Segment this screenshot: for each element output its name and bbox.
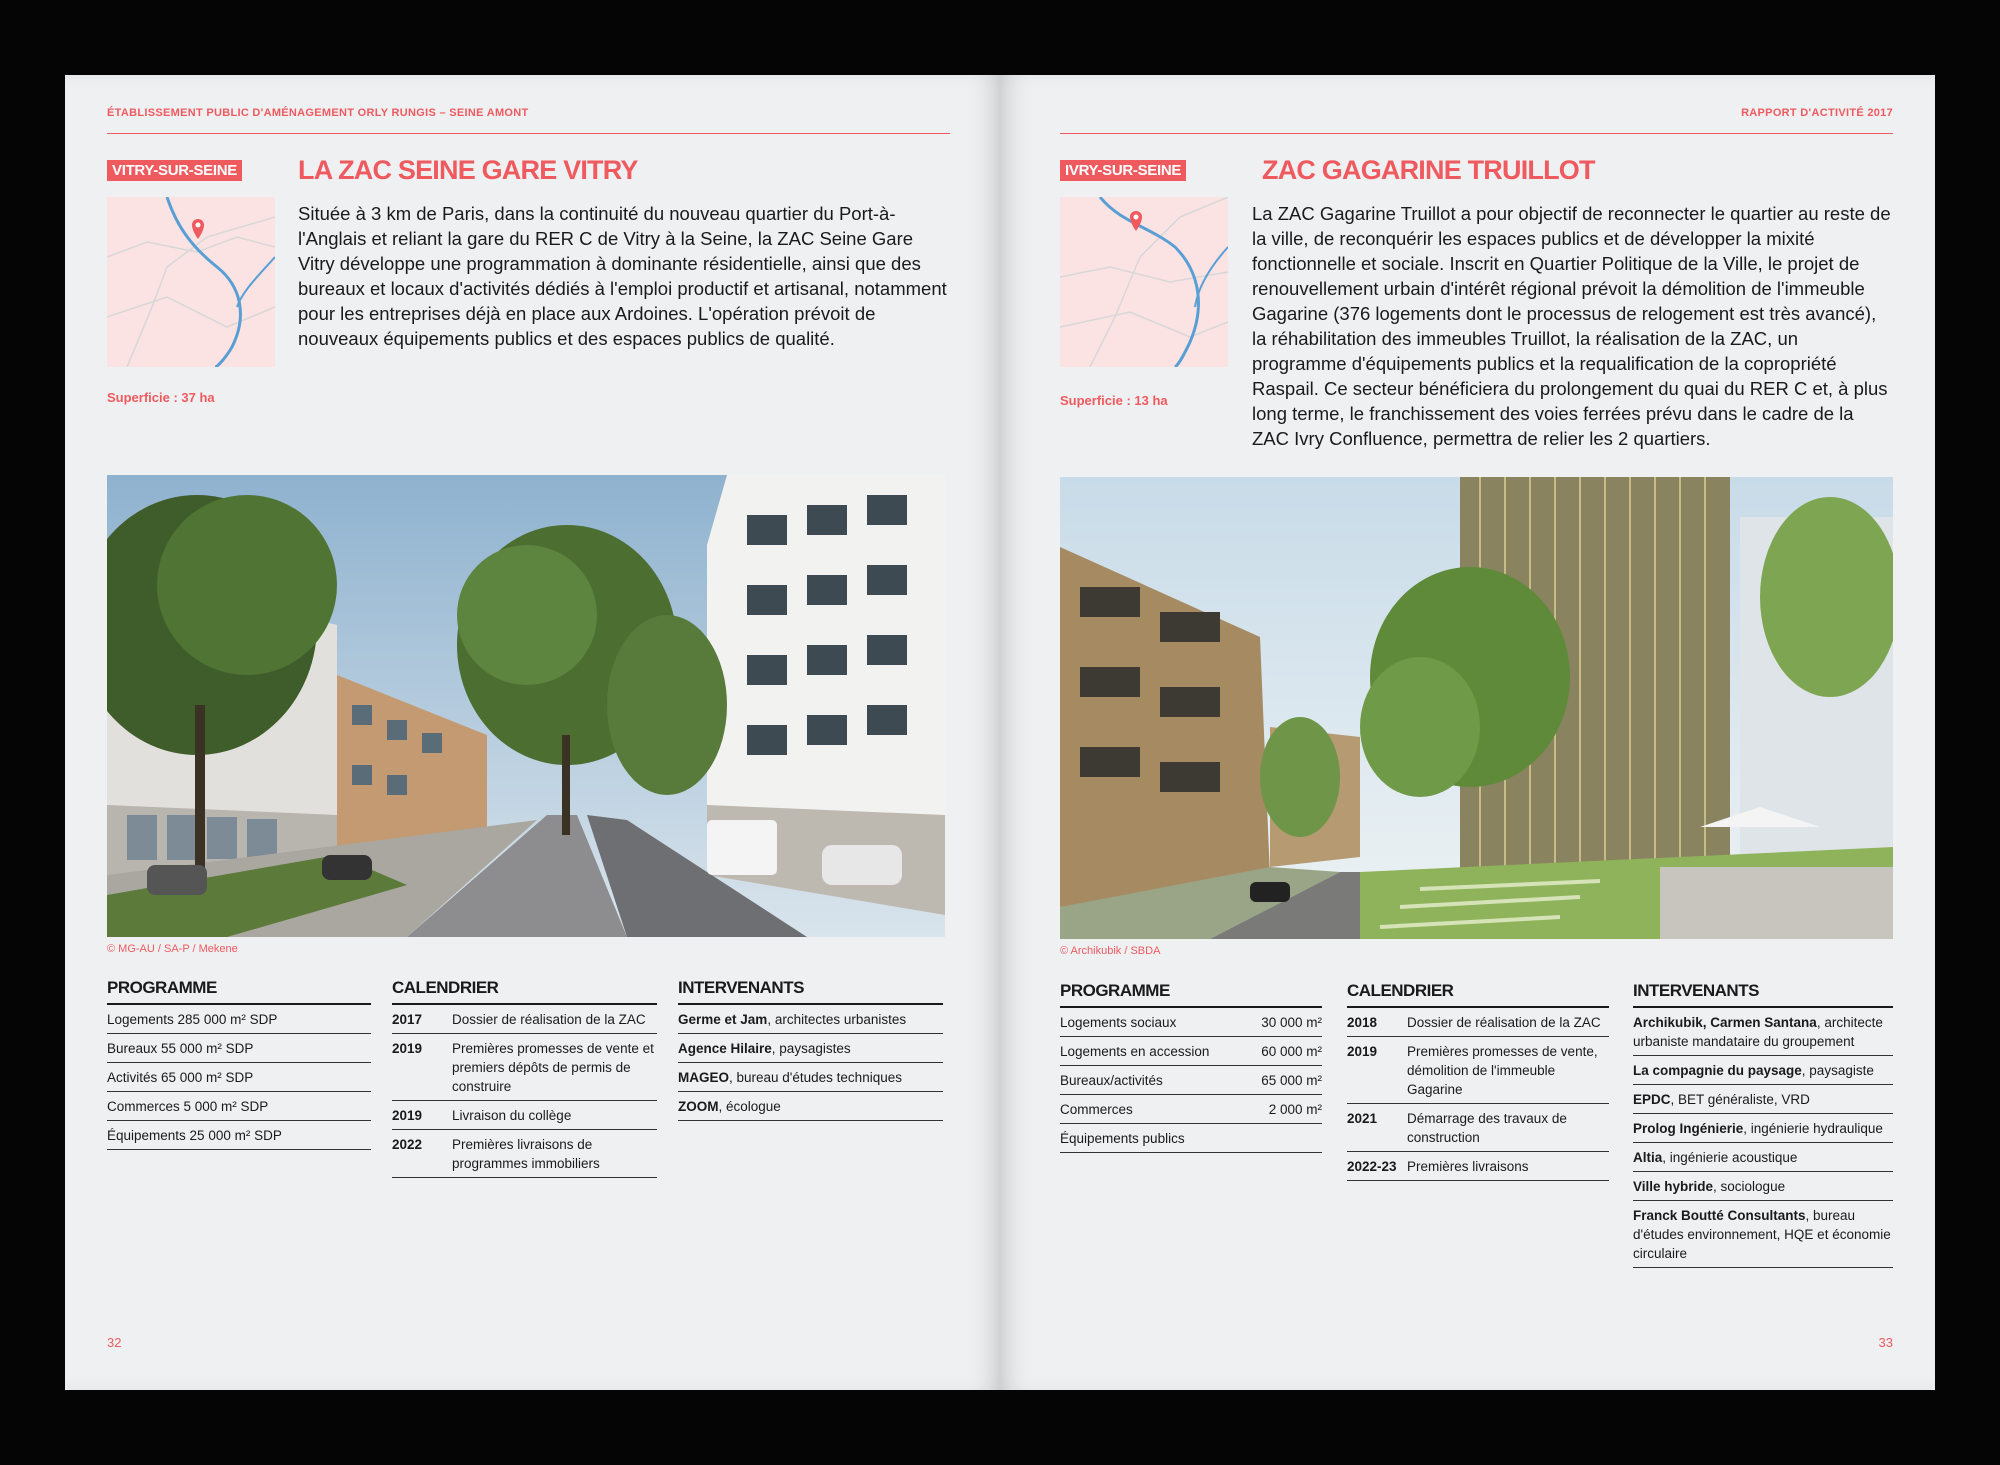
running-head-left: ÉTABLISSEMENT PUBLIC D'AMÉNAGEMENT ORLY RUNGIS – SEINE AMONT xyxy=(107,107,529,119)
table-row: Logements sociaux 30 000 m² xyxy=(1060,1008,1322,1037)
table-row: Logements 285 000 m² SDP xyxy=(107,1005,371,1034)
photo-credit: © MG-AU / SA-P / Mekene xyxy=(107,943,238,955)
calendrier-column xyxy=(392,978,657,1178)
table-row: Activités 65 000 m² SDP xyxy=(107,1063,371,1092)
rendering-image-gagarine xyxy=(1060,477,1893,939)
left-page xyxy=(65,75,1000,1390)
table-row: 2019 Premières promesses de vente, démolition de l'immeuble Gagarine xyxy=(1347,1037,1609,1104)
table-row: 2022 Premières livraisons de programmes immobiliers xyxy=(392,1130,657,1178)
table-row: Bureaux 55 000 m² SDP xyxy=(107,1034,371,1063)
table-row: EPDC, BET généraliste, VRD xyxy=(1633,1085,1893,1114)
table-row: Franck Boutté Consultants, bureau d'études environnement, HQE et économie circulaire xyxy=(1633,1201,1893,1268)
intervenants-heading: INTERVENANTS xyxy=(678,978,943,1005)
running-head-right: RAPPORT D'ACTIVITÉ 2017 xyxy=(1741,107,1893,119)
right-page xyxy=(1000,75,1935,1390)
table-row: 2018 Dossier de réalisation de la ZAC xyxy=(1347,1008,1609,1037)
programme-heading: PROGRAMME xyxy=(1060,981,1322,1008)
table-row: Bureaux/activités 65 000 m² xyxy=(1060,1066,1322,1095)
table-row: 2019 Premières promesses de vente et premiers dépôts de permis de construire xyxy=(392,1034,657,1101)
area-label: Superficie : 37 ha xyxy=(107,390,215,405)
table-row: 2022-23 Premières livraisons xyxy=(1347,1152,1609,1181)
calendrier-column xyxy=(1347,981,1609,1181)
table-row: Logements en accession 60 000 m² xyxy=(1060,1037,1322,1066)
table-row: Altia, ingénierie acoustique xyxy=(1633,1143,1893,1172)
table-row: Ville hybride, sociologue xyxy=(1633,1172,1893,1201)
rendering-image-vitry xyxy=(107,475,945,937)
page-number-left: 32 xyxy=(107,1335,122,1350)
place-tag-ivry: IVRY-SUR-SEINE xyxy=(1060,160,1186,181)
programme-column xyxy=(107,978,371,1150)
table-row: Germe et Jam, architectes urbanistes xyxy=(678,1005,943,1034)
intro-text: La ZAC Gagarine Truillot a pour objectif de reconnecter le quartier au reste de la ville, de reconquérir les espaces publics et de développer la mixité fonctionnelle et sociale. Inscrit en Quartier Politique de la Ville, le projet de renouvellement urbain d'intérêt régional prévoit la démolition de l'immeuble Gagarine (376 logements dont le processus de relogement est très avancé), la réhabilitation des immeubles Truillot, la réalisation de la ZAC, un programme d'équipements publics et la requalification de la copropriété Raspail. Ce secteur bénéficiera du prolongement du quai du RER C et, à plus long terme, le franchissement des voies ferrées prévu dans le cadre de la ZAC Ivry Confluence, permettra de relier les 2 quartiers. xyxy=(1252,203,1891,449)
table-row: Équipements 25 000 m² SDP xyxy=(107,1121,371,1150)
table-row: ZOOM, écologue xyxy=(678,1092,943,1121)
intro-text: Située à 3 km de Paris, dans la continuité du nouveau quartier du Port-à-l'Anglais et reliant la gare du RER C de Vitry à la Seine, la ZAC Seine Gare Vitry développe une programmation à dominante résidentielle, ainsi que des bureaux et locaux d'activités dédiés à l'emploi productif et artisanal, notamment pour les entreprises déjà en place aux Ardoines. L'opération prévoit de nouveaux équipements publics et des espaces publics de qualité. xyxy=(298,203,947,349)
page-number-right: 33 xyxy=(1878,1335,1893,1350)
page-title: LA ZAC SEINE GARE VITRY xyxy=(298,155,638,185)
photo-credit: © Archikubik / SBDA xyxy=(1060,945,1161,957)
intervenants-column xyxy=(1633,981,1893,1268)
header-rule xyxy=(1060,133,1893,134)
programme-column xyxy=(1060,981,1322,1153)
calendrier-heading: CALENDRIER xyxy=(392,978,657,1005)
table-row: Agence Hilaire, paysagistes xyxy=(678,1034,943,1063)
calendrier-heading: CALENDRIER xyxy=(1347,981,1609,1008)
table-row: Équipements publics xyxy=(1060,1124,1322,1153)
place-tag-vitry: VITRY-SUR-SEINE xyxy=(107,160,242,181)
table-row: 2021 Démarrage des travaux de construction xyxy=(1347,1104,1609,1152)
table-row: MAGEO, bureau d'études techniques xyxy=(678,1063,943,1092)
table-row: Commerces 5 000 m² SDP xyxy=(107,1092,371,1121)
header-rule xyxy=(107,133,950,134)
table-row: Archikubik, Carmen Santana, architecte urbaniste mandataire du groupement xyxy=(1633,1008,1893,1056)
area-label: Superficie : 13 ha xyxy=(1060,393,1168,408)
table-row: 2017 Dossier de réalisation de la ZAC xyxy=(392,1005,657,1034)
location-map-ivry xyxy=(1060,197,1228,367)
table-row: 2019 Livraison du collège xyxy=(392,1101,657,1130)
table-row: Commerces 2 000 m² xyxy=(1060,1095,1322,1124)
table-row: Prolog Ingénierie, ingénierie hydraulique xyxy=(1633,1114,1893,1143)
location-map-vitry xyxy=(107,197,275,367)
intervenants-heading: INTERVENANTS xyxy=(1633,981,1893,1008)
page-title: ZAC GAGARINE TRUILLOT xyxy=(1262,155,1595,185)
programme-heading: PROGRAMME xyxy=(107,978,371,1005)
intervenants-column xyxy=(678,978,943,1121)
table-row: La compagnie du paysage, paysagiste xyxy=(1633,1056,1893,1085)
